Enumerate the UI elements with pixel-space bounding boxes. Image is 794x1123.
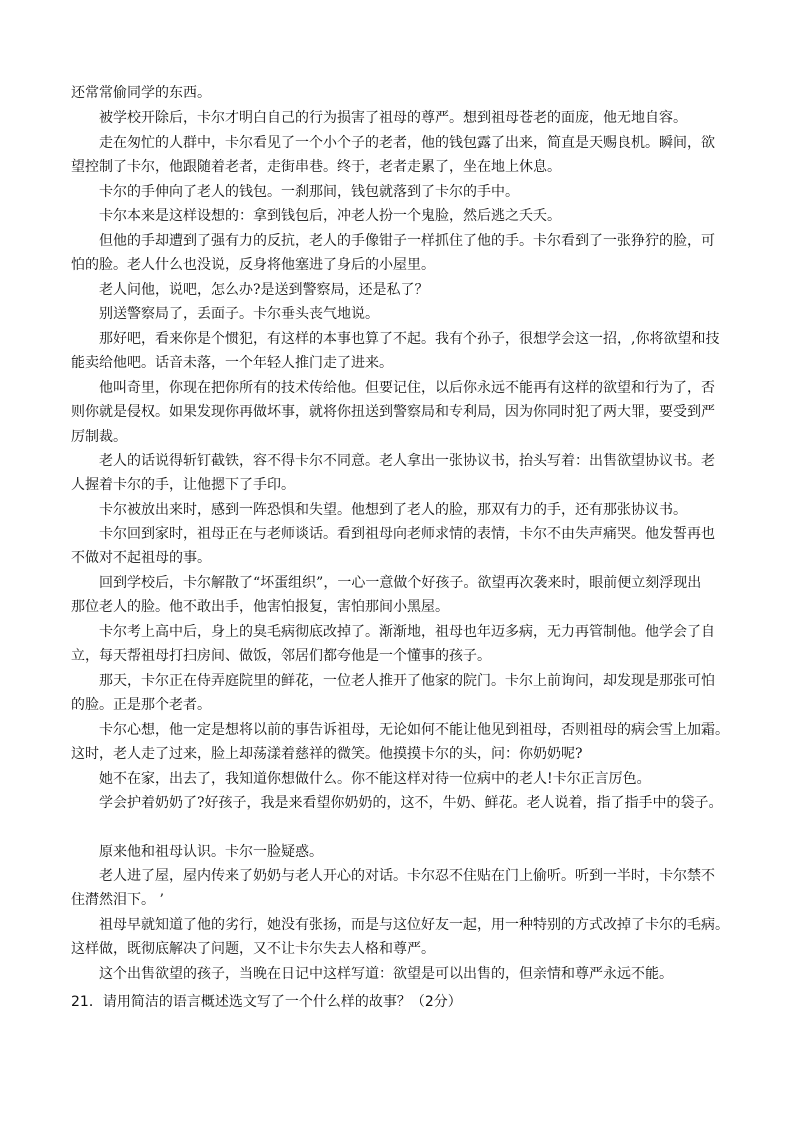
text-line: 不做对不起祖母的事。 xyxy=(71,550,211,567)
text-line: 原来他和祖母认识。卡尔一脸疑惑。 xyxy=(99,844,323,860)
text-line: 立，每天帮祖母打扫房间、做饭，邻居们都夸他是一个懂事的孩子。 xyxy=(71,648,491,665)
paragraph xyxy=(71,669,723,718)
text-line: 老人进了屋，屋内传来了奶奶与老人开心的对话。卡尔忍不住贴在门上偷听。听到一半时，卡尔禁不 xyxy=(99,868,715,884)
text-line: 卡尔考上高中后，身上的臭毛病彻底改掉了。渐渐地，祖母也年迈多病，无力再管制他。他学会了自 xyxy=(99,624,715,640)
text-line: 老人的话说得斩钉截铁，容不得卡尔不同意。老人拿出一张协议书，抬头写着：出售欲望协议书。老 xyxy=(99,453,715,469)
text-line: 人握着卡尔的手，让他摁下了手印。 xyxy=(71,477,295,494)
text-line: 的脸。正是那个老者。 xyxy=(71,697,211,714)
text-line: 那天，卡尔正在侍弄庭院里的鲜花，一位老人推开了他家的院门。卡尔上前询问，却发现是那张可怕 xyxy=(99,673,715,689)
text-line: 望控制了卡尔，他跟随着老者，走街串巷。终于，老者走累了，坐在地上休息。 xyxy=(71,159,561,176)
paragraph xyxy=(71,131,723,180)
text-line: 她不在家，出去了，我知道你想做什么。你不能这样对待一位病中的老人!卡尔正言厉色。 xyxy=(99,771,651,787)
question-text: 请用简洁的语言概述选文写了一个什么样的故事？（2分） xyxy=(102,994,462,1010)
paragraph xyxy=(71,498,723,522)
paragraph xyxy=(71,840,723,864)
text-line: 住潸然泪下。 ’ xyxy=(71,892,164,909)
question-number: 21． xyxy=(71,994,103,1010)
text-line: 但他的手却遭到了强有力的反抗，老人的手像钳子一样抓住了他的手。卡尔看到了一张狰狞的脸，可 xyxy=(99,233,715,249)
paragraph xyxy=(71,620,723,669)
paragraph xyxy=(71,204,723,228)
paragraph xyxy=(71,571,723,620)
paragraph xyxy=(71,767,723,791)
text-line: 老人问他，说吧，怎么办?是送到警察局，还是私了？ xyxy=(99,282,429,298)
paragraph xyxy=(71,376,723,449)
paragraph xyxy=(71,180,723,204)
text-line: 这个出售欲望的孩子，当晚在日记中这样写道：欲望是可以出售的，但亲情和尊严永远不能。 xyxy=(99,966,673,982)
text-line: 回到学校后，卡尔解散了“坏蛋组织”，一心一意做个好孩子。欲望再次袭来时，眼前便立刻浮现出 xyxy=(99,575,702,591)
text-line: 这时，老人走了过来，脸上却荡漾着慈祥的微笑。他摸摸卡尔的头，问：你奶奶呢? xyxy=(71,746,583,763)
text-line: 还常常偷同学的东西。 xyxy=(71,85,211,101)
paragraph xyxy=(71,302,723,326)
text-line: 这样做，既彻底解决了问题，又不让卡尔失去人格和尊严。 xyxy=(71,941,435,958)
text-line: 怕的脸。老人什么也没说，反身将他塞进了身后的小屋里。 xyxy=(71,257,435,274)
question-21 xyxy=(71,990,462,1014)
text-line: 则你就是侵权。如果发现你再做坏事，就将你扭送到警察局和专利局，因为你同时犯了两大罪，要受到严 xyxy=(71,404,715,421)
text-line: 走在匆忙的人群中，卡尔看见了一个小个子的老者，他的钱包露了出来，简直是天赐良机。瞬间，欲 xyxy=(99,135,715,151)
text-line: 祖母早就知道了他的劣行，她没有张扬，而是与这位好友一起，用一种特别的方式改掉了卡尔的毛病。 xyxy=(99,917,729,933)
text-line: 卡尔的手伸向了老人的钱包。一刹那间，钱包就落到了卡尔的手中。 xyxy=(99,184,519,200)
text-line: 厉制裁。 xyxy=(71,428,127,445)
paragraph xyxy=(71,962,723,986)
paragraph xyxy=(71,106,723,130)
paragraph xyxy=(71,81,723,105)
text-line: 被学校开除后，卡尔才明白自己的行为损害了祖母的尊严。想到祖母苍老的面庞，他无地自容。 xyxy=(99,110,687,126)
text-line: 能卖给他吧。话音未落，一个年轻人推门走了进来。 xyxy=(71,355,393,372)
text-line: 别送警察局了，丢面子。卡尔垂头丧气地说。 xyxy=(99,306,379,322)
paragraph xyxy=(71,278,723,302)
paragraph xyxy=(71,229,723,278)
text-line: 卡尔被放出来时，感到一阵恐惧和失望。他想到了老人的脸，那双有力的手，还有那张协议书。 xyxy=(99,502,687,518)
text-line: 卡尔本来是这样设想的：拿到钱包后，冲老人扮一个鬼脸，然后逃之夭夭。 xyxy=(99,208,561,224)
paragraph xyxy=(71,864,723,913)
text-line: 卡尔回到家时，祖母正在与老师谈话。看到祖母向老师求情的表情，卡尔不由失声痛哭。他发誓再也 xyxy=(99,526,715,542)
text-line: 卡尔心想，他一定是想将以前的事告诉祖母，无论如何不能让他见到祖母，否则祖母的病会雪上加霜。 xyxy=(99,722,729,738)
paragraph xyxy=(71,913,729,962)
paragraph xyxy=(71,449,723,498)
paragraph xyxy=(71,522,723,571)
text-line: 那好吧，看来你是个惯犯，有这样的本事也算了不起。我有个孙子，很想学会这一招，,你将欲望和技 xyxy=(99,331,720,347)
text-line: 学会护着奶奶了?好孩子，我是来看望你奶奶的，这不，牛奶、鲜花。老人说着，指了指手中的袋子。 xyxy=(99,795,723,811)
text-line: 那位老人的脸。他不敢出手，他害怕报复，害怕那间小黑屋。 xyxy=(71,599,449,616)
paragraph xyxy=(71,718,729,767)
paragraph xyxy=(71,791,723,815)
text-line: 他叫奇里，你现在把你所有的技术传给他。但要记住，以后你永远不能再有这样的欲望和行为了，否 xyxy=(99,380,715,396)
paragraph xyxy=(71,327,723,376)
